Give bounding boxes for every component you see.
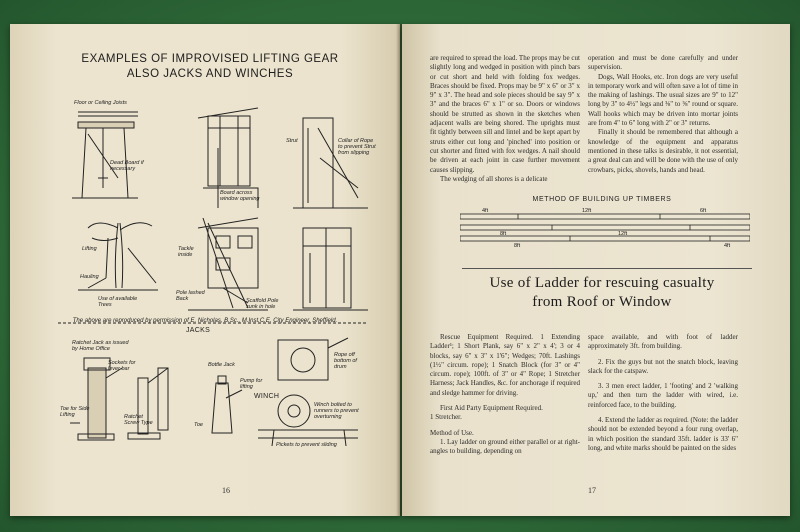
method-step-1: 1. Lay ladder on ground either parallel or at right-angles to building, depending on bbox=[430, 437, 580, 456]
title-line-1: EXAMPLES OF IMPROVISED LIFTING GEAR bbox=[81, 53, 339, 65]
method-label: Method of Use. bbox=[430, 428, 474, 437]
label-scaffold-pole: Scaffold Pole sunk in hole bbox=[246, 298, 279, 310]
timber-heading: METHOD OF BUILDING UP TIMBERS bbox=[532, 196, 672, 203]
first-aid-label: First Aid Party Equipment Required. bbox=[440, 404, 543, 413]
label-pickets: Pickets to prevent sliding bbox=[276, 442, 337, 448]
col1-para-1: are required to spread the load. The props may be cut slightly long and wedged in position with pinch bars or cut short and held with folding fox wedges. Braces should be fixed. Props may be 9" x 6" or 3" x 9" x 3". The head and sole pieces should be say 9" x 3" and the braces 6" x 1" or so. Doors or windows should be strutted as shown in the sketches when adjacent walls are being shored. The uprights must fit tightly between sill and lintel and be kept apart by struts either cut long and 'pinched' into position or cut shorter and fitted with fox wedges. A nail should be driven at each joint in case further movement causes slipping. bbox=[430, 54, 580, 174]
label-pole-lashed: Pole lashed Back bbox=[176, 290, 205, 302]
right-page-column-1 bbox=[430, 54, 580, 184]
method-step-2: 2. Fix the guys but not the snatch block, leaving slack for the catspaw. bbox=[588, 357, 738, 375]
rescue-equipment-label: Rescue Equipment Required. bbox=[440, 333, 534, 341]
label-use-trees: Use of available Trees bbox=[98, 296, 138, 308]
winch-heading: WINCH bbox=[254, 393, 280, 400]
col2-para-1: operation and must be done carefully and under supervision. bbox=[588, 54, 738, 72]
lifting-gear-illustrations bbox=[58, 78, 376, 450]
rescue-equipment-para bbox=[430, 333, 580, 398]
col2-para-2: Dogs, Wall Hooks, etc. Iron dogs are very useful in temporary work and will often save a lot of time in the making of lashings. The usual sizes are 9" to 12" long by 3" to 4½" legs and ⅜" to ⅝" round or square. Wall hooks which may be driven into mortar joints are from 4" to 6" long with 2" or 3" returns. bbox=[588, 72, 738, 128]
timber-diagram bbox=[460, 206, 750, 258]
left-page bbox=[10, 24, 400, 516]
col2-para-3: Finally it should be remembered that although a knowledge of the equipment and apparatus mentioned in these talks is desirable, it not essential, a great deal can and will be done with the use of only crowbars, picks, shovels, hands and head. bbox=[588, 128, 738, 174]
label-sockets: Sockets for lever bar bbox=[108, 360, 136, 372]
method-step-1-cont: space available, and with foot of ladder approximately 3ft. from building. bbox=[588, 333, 738, 351]
timber-label-7: 4ft bbox=[724, 243, 731, 249]
ladder-column-1 bbox=[430, 333, 580, 457]
label-ratchet-screw: Ratchet Screw Type bbox=[124, 414, 153, 426]
right-page-number: 17 bbox=[588, 486, 596, 495]
big-title-line-2: from Roof or Window bbox=[532, 294, 672, 310]
section-rule bbox=[462, 268, 752, 269]
label-hauling: Hauling bbox=[80, 274, 99, 280]
label-toe-lifting: Toe for Side Lifting bbox=[60, 406, 90, 418]
permission-note: The above are reproduced by permission of E. Nicholas, B.Sc., M.Inst.C.E. City Engineer, Sheffield. bbox=[72, 318, 338, 324]
right-page-column-2 bbox=[588, 54, 738, 175]
label-dead-board: Dead Board if necessary bbox=[110, 160, 144, 172]
open-booklet bbox=[10, 24, 790, 516]
label-pump-lifting: Pump for lifting bbox=[240, 378, 263, 390]
ladder-section-title bbox=[442, 274, 762, 312]
timber-label-6: 8ft bbox=[514, 243, 521, 249]
left-page-number: 16 bbox=[222, 486, 230, 495]
label-tackle-inside: Tackle inside bbox=[178, 246, 194, 258]
label-ratchet-jack: Ratchet Jack as issued by Home Office bbox=[72, 340, 129, 352]
label-bottle-jack: Bottle Jack bbox=[208, 362, 235, 368]
col1-para-2: The wedging of all shores is a delicate bbox=[440, 174, 548, 183]
label-rope-off: Rope off bottom of drum bbox=[334, 352, 357, 370]
title-line-2: ALSO JACKS AND WINCHES bbox=[126, 68, 294, 80]
label-board-window: Board across window opening bbox=[220, 190, 260, 202]
label-strut: Strut bbox=[286, 138, 298, 144]
method-step-4: 4. Extend the ladder as required. (Note: the ladder should not be extended beyond a four rung overlap, in which position the standard 35ft. ladder is 33' 6" long, and white marks should be painted on the sides bbox=[588, 416, 738, 452]
timber-label-5: 12ft bbox=[618, 231, 628, 237]
timber-label-4: 8ft bbox=[500, 231, 507, 237]
illustration-drawing bbox=[58, 78, 368, 450]
label-winch-bolted: Winch bolted to runners to prevent overturning bbox=[314, 402, 359, 420]
ladder-column-2 bbox=[588, 333, 738, 453]
label-floor-ceiling: Floor or Ceiling Joists bbox=[74, 100, 127, 106]
first-aid-text: 1 Stretcher. bbox=[430, 413, 462, 422]
label-lifting: Lifting bbox=[82, 246, 97, 252]
label-collar-knot: Collar of Rope to prevent Strut from slipping bbox=[338, 138, 376, 156]
method-step-3: 3. 3 men erect ladder, 1 'footing' and 2 'walking up,' and then turn the ladder with wired, i.e. reinforced face, to the building. bbox=[588, 382, 738, 409]
timber-label-2: 12ft bbox=[582, 208, 592, 214]
label-toe: Toe bbox=[194, 422, 203, 428]
jacks-heading: JACKS bbox=[186, 327, 211, 334]
big-title-line-1: Use of Ladder for rescuing casualty bbox=[489, 275, 715, 291]
rescue-equipment-text: 1 Extending Ladder¹; 1 Short Plank, say 6" x 2" x 4'; 3 or 4 blocks, say 6" x 3" x 1'6"; Wedges; 70ft. Lashings (1½" circum. rope); 1 Snatch Block (for 3" or 4" circum. rope); 100ft. of 3" or 4" Rope; 1 Stretcher Harness; Jack Handles, &c. for anchorage if required and sledge hammer for driving. bbox=[430, 333, 580, 397]
timber-label-1: 4ft bbox=[482, 208, 489, 214]
timber-label-3: 6ft bbox=[700, 208, 707, 214]
right-page bbox=[402, 24, 790, 516]
